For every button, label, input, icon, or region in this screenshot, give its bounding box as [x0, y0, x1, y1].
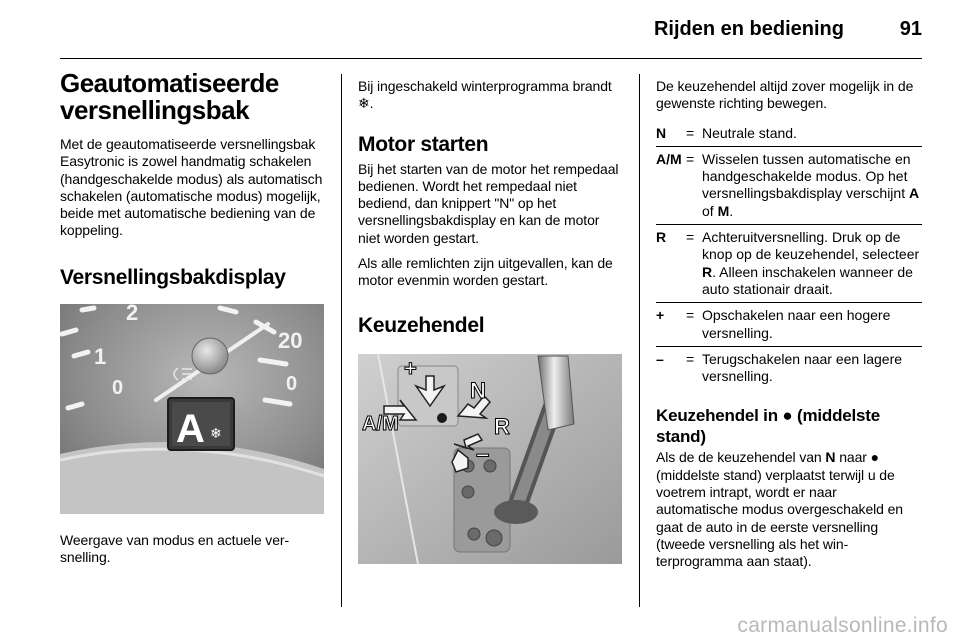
- middle-text-part: Als de de keuzehendel van: [656, 449, 826, 466]
- figure-caption: Weergave van modus en actuele versnelling.: [60, 531, 290, 566]
- definition-text: [702, 225, 922, 303]
- column-3: [656, 78, 922, 571]
- lever-label-minus: –: [476, 440, 490, 468]
- definition-key: A/M: [656, 146, 686, 224]
- definition-equals: =: [686, 225, 702, 303]
- column-divider-2: [639, 74, 640, 607]
- winter-text: Bij ingeschakeld winterprogramma brandt: [358, 78, 612, 94]
- definition-equals: =: [686, 121, 702, 147]
- intro-paragraph: Met de geautomatiseerde versnellingsbak Easytronic is zowel handmatig schakelen (handgeschakelde modus) als automatisch schakelen (automatische modus) mogelijk, beide met automatische bediening van de koppeling.: [60, 136, 323, 239]
- definition-equals: =: [686, 350, 695, 367]
- page-header: [60, 18, 922, 52]
- lever-figure: [358, 354, 622, 564]
- lever-illustration: [358, 354, 622, 564]
- winter-paragraph: [358, 78, 623, 113]
- lever-label-plus: +: [404, 355, 417, 381]
- brakelight-paragraph: Als alle remlichten zijn uitgevallen, kan de motor evenmin worden gestart.: [358, 255, 613, 289]
- dashboard-figure: [60, 304, 324, 514]
- definition-text: Opschakelen naar een hogere versnelling.: [702, 303, 922, 347]
- definition-text-part: of: [702, 202, 718, 219]
- gauge-tick-20: 20: [278, 327, 303, 353]
- definition-key: N: [656, 121, 686, 147]
- column-1: [60, 70, 324, 566]
- column-divider-1: [341, 74, 342, 607]
- chapter-heading: Geautomatiseerde versnellingsbak: [60, 68, 279, 125]
- lever-heading: Keuzehendel: [358, 313, 485, 337]
- definition-bold-r: R: [702, 263, 713, 280]
- section-title: Rijden en bediening: [653, 18, 844, 40]
- winter-period: .: [369, 95, 374, 112]
- gauge-tick-0b: 0: [286, 372, 298, 395]
- definition-equals: =: [686, 146, 702, 224]
- engine-start-heading: Motor starten: [358, 132, 489, 156]
- gauge-tick-0: 0: [112, 376, 124, 399]
- definition-row-r: [656, 225, 922, 303]
- header-divider: [60, 58, 922, 59]
- definition-row-am: [656, 146, 922, 224]
- lever-positions-table: [656, 121, 922, 390]
- definition-key: +: [656, 303, 686, 347]
- definition-text-part: Achteruitversnelling. Druk op de knop op de keuzehendel, selecteer: [702, 229, 920, 263]
- display-snowflake-icon: ❄: [210, 425, 222, 442]
- display-mode-glyph: A: [176, 406, 205, 451]
- column-2: [358, 78, 623, 564]
- page-number: 91: [899, 18, 922, 40]
- middle-text-part: naar ● (middelste stand) verplaatst terwijl u de voetrem intrapt, wordt er naar automatische modus overgeschakeld en gaat de auto in de eerste versnelling (tweede versnelling als het winterprogramma aan staat).: [656, 449, 903, 570]
- gauge-tick-2: 2: [126, 303, 139, 325]
- gauge-illustration: [60, 304, 324, 514]
- definition-text: Neutrale stand.: [702, 121, 922, 147]
- definition-text: [702, 146, 922, 224]
- display-heading: Versnellingsbakdisplay: [60, 265, 286, 289]
- definition-bold-a: A: [909, 185, 920, 202]
- definition-text-part: Wisselen tussen automatische en handgeschakelde modus. Op het versnellingsbakdisplay verschijnt: [702, 150, 911, 202]
- definition-row-minus: [656, 346, 922, 389]
- middle-bold-n: N: [825, 449, 836, 466]
- middle-position-paragraph: [656, 449, 922, 570]
- lever-label-n: N: [470, 377, 486, 403]
- snowflake-icon: ❄: [358, 95, 370, 112]
- definition-row-plus: [656, 303, 922, 347]
- definition-text-part: .: [729, 202, 734, 219]
- definition-key: R: [656, 225, 686, 303]
- middle-position-heading: Keuzehendel in ● (middelste stand): [656, 406, 881, 447]
- definition-text: Terugschakelen naar een lagere versnelling.: [702, 350, 903, 385]
- lever-label-r: R: [494, 413, 510, 439]
- watermark: carmanualsonline.info: [737, 614, 948, 637]
- lever-label-am: A/M: [362, 412, 399, 435]
- definition-text-part: . Alleen inschakelen wanneer de auto stationair draait.: [702, 263, 913, 297]
- definition-bold-m: M: [717, 202, 730, 219]
- engine-start-paragraph: Bij het starten van de motor het rempedaal bedienen. Wordt het rempedaal niet bediend, dan knippert "N" op het versnellingsbakdisplay en kan de motor niet worden gestart.: [358, 160, 619, 246]
- gauge-tick-1: 1: [94, 343, 107, 369]
- definition-equals: =: [686, 303, 702, 347]
- definition-row-n: [656, 121, 922, 147]
- definition-key: –: [656, 350, 664, 367]
- lever-instruction: De keuzehendel altijd zover mogelijk in de gewenste richting bewegen.: [656, 78, 914, 112]
